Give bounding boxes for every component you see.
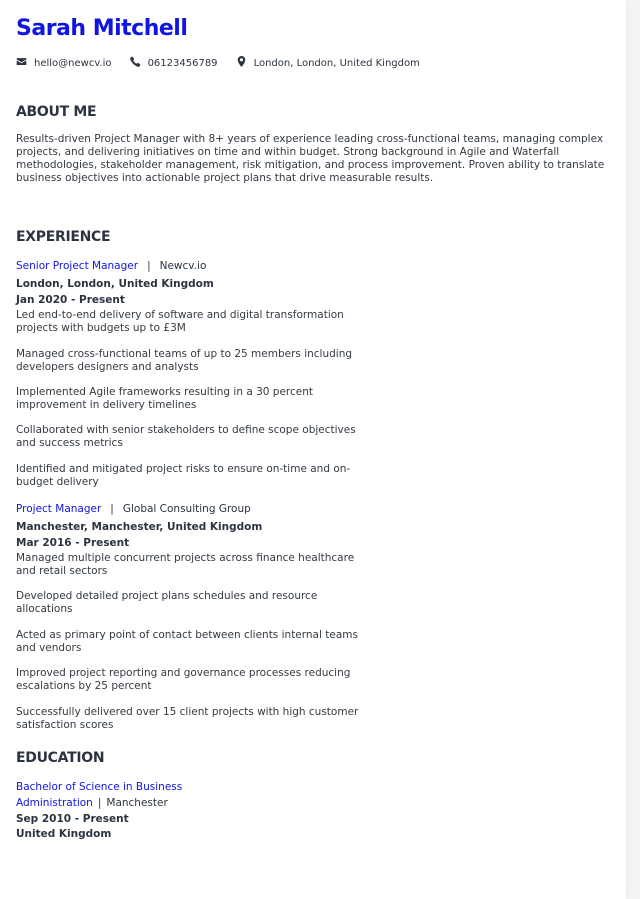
job-dates: Mar 2016 - Present (16, 537, 130, 549)
job-bullet: Acted as primary point of contact between clients internal teams and vendors (16, 629, 358, 654)
institution-name: Manchester (106, 797, 168, 809)
job-bullet: Developed detailed project plans schedules and resource allocations (16, 590, 318, 615)
about-heading: ABOUT ME (16, 104, 97, 120)
location-text: London, London, United Kingdom (253, 57, 420, 69)
contact-bar (16, 56, 438, 70)
job-bullet: Improved project reporting and governance processes reducing escalations by 25 percent (16, 667, 351, 692)
job-location: London, London, United Kingdom (16, 278, 214, 290)
phone-text: 06123456789 (147, 57, 218, 69)
job-bullet: Identified and mitigated project risks to ensure on-time and on-budget delivery (16, 463, 351, 488)
separator: | (147, 260, 151, 272)
envelope-icon (16, 56, 34, 70)
job-header (16, 503, 251, 515)
job-bullet: Collaborated with senior stakeholders to define scope objectives and success metrics (16, 424, 356, 449)
contact-email (16, 56, 112, 70)
separator: | (97, 797, 102, 809)
map-pin-icon (236, 56, 254, 70)
education-dates: Sep 2010 - Present (16, 813, 129, 825)
job-dates: Jan 2020 - Present (16, 294, 125, 306)
degree-title (16, 779, 182, 811)
contact-location (236, 56, 420, 70)
degree-line-1: Bachelor of Science in Business (16, 781, 183, 793)
email-text: hello@newcv.io (34, 57, 112, 69)
job-bullet: Successfully delivered over 15 client projects with high customer satisfaction scores (16, 706, 359, 731)
job-bullet: Managed multiple concurrent projects across finance healthcare and retail sectors (16, 552, 355, 577)
job-title: Project Manager (16, 503, 102, 515)
degree-line-2 (16, 795, 182, 811)
separator: | (110, 503, 114, 515)
contact-phone (130, 56, 218, 70)
job-location: Manchester, Manchester, United Kingdom (16, 521, 263, 533)
experience-heading: EXPERIENCE (16, 229, 111, 245)
degree-line-2-text: Administration (16, 797, 93, 809)
education-location: United Kingdom (16, 828, 112, 840)
company-name: Global Consulting Group (122, 503, 251, 515)
company-name: Newcv.io (159, 260, 207, 272)
job-bullet: Implemented Agile frameworks resulting in a 30 percent improvement in delivery timelines (16, 386, 313, 411)
job-bullet: Led end-to-end delivery of software and digital transformation projects with budgets up to £3M (16, 309, 344, 334)
job-title: Senior Project Manager (16, 260, 139, 272)
about-text: Results-driven Project Manager with 8+ years of experience leading cross-functional teams, managing complex projects, and delivering initiatives on time and within budget. Strong background in Agile and Waterfall methodologies, stakeholder management, risk mitigation, and process improvement. Proven ability to translate business objectives into actionable project plans that drive measurable results. (16, 133, 605, 184)
education-heading: EDUCATION (16, 750, 105, 766)
candidate-name: Sarah Mitchell (16, 16, 188, 41)
job-header (16, 260, 206, 272)
job-bullet: Managed cross-functional teams of up to 25 members including developers designers and analysts (16, 348, 353, 373)
phone-icon (130, 56, 148, 70)
